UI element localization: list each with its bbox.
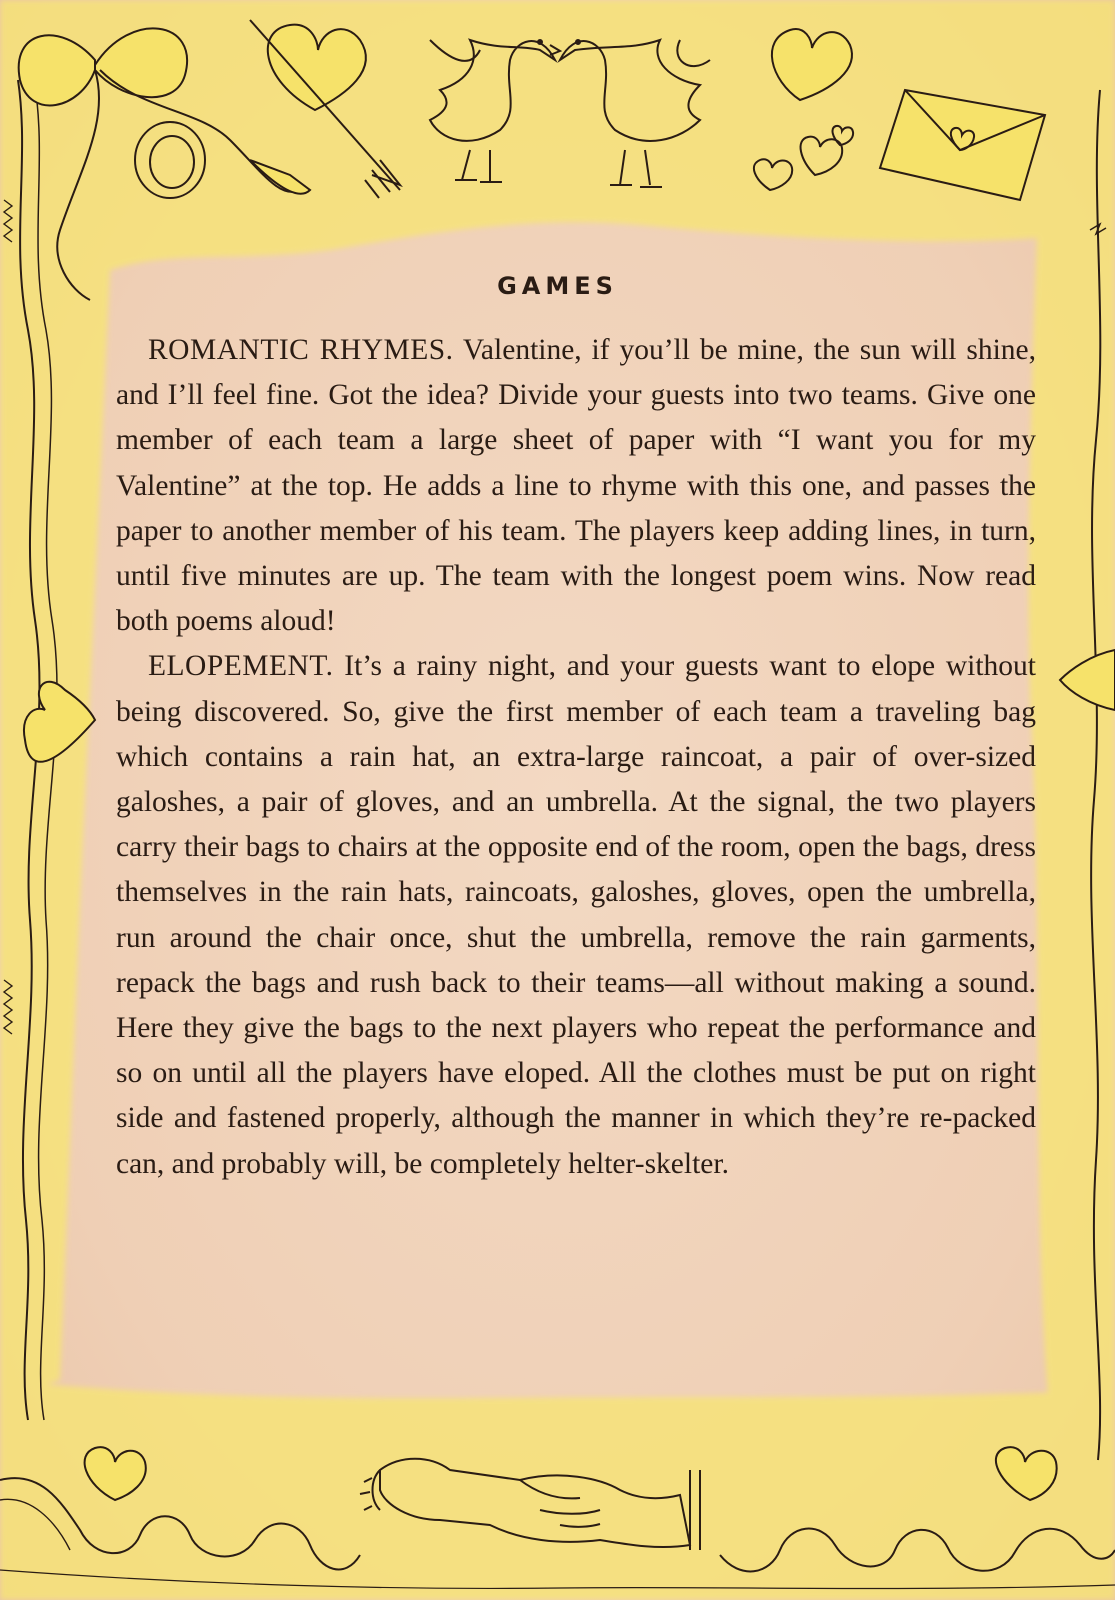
paragraph-elopement bbox=[116, 644, 1036, 1186]
article-body bbox=[116, 328, 1036, 1187]
game-description-elopement: It’s a rainy night, and your guests want to elope without being discovered. So, give the first member of each team a traveling bag which contains a rain hat, an extra-large raincoat, a pair of over-sized galoshes, a pair of gloves, and an umbrella. At the signal, the two players carry their bags to chairs at the opposite end of the room, open the bags, dress themselves in the rain hats, raincoats, galoshes, gloves, open the umbrella, run around the chair once, shut the umbrella, remove the rain garments, repack the bags and rush back to their teams—all without making a sound. Here they give the bags to the next players who repeat the performance and so on until all the players have eloped. All the clothes must be put on right side and fastened properly, although the manner in which they’re re-packed can, and probably will, be completely helter-skelter. bbox=[116, 650, 1036, 1180]
game-title-romantic-rhymes: ROMANTIC RHYMES. bbox=[148, 334, 454, 366]
paragraph-romantic-rhymes bbox=[116, 328, 1036, 644]
game-description-romantic-rhymes: Valentine, if you’ll be mine, the sun will shine, and I’ll feel fine. Got the idea? Divide your guests into two teams. Give one member of each team a large sheet of paper with “I want you for my Valentine” at the top. He adds a line to rhyme with this one, and passes the paper to another member of his team. The players keep adding lines, in turn, until five minutes are up. The team with the longest poem wins. Now read both poems aloud! bbox=[116, 334, 1036, 638]
page-title: GAMES bbox=[497, 272, 618, 300]
game-title-elopement: ELOPEMENT. bbox=[148, 650, 334, 683]
